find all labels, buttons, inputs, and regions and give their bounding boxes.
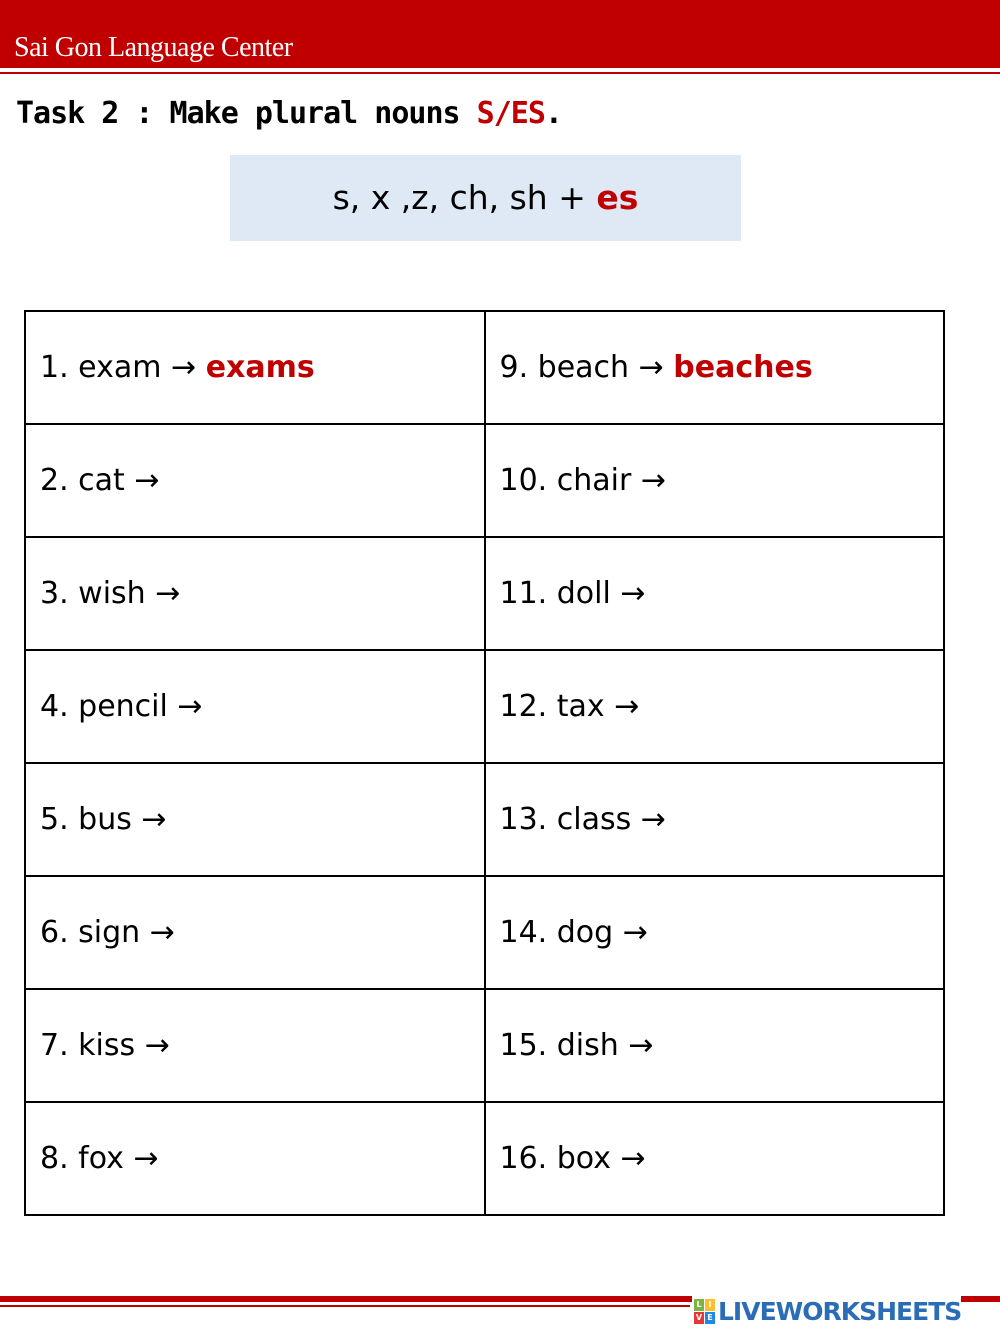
table-row [25, 424, 944, 537]
arrow-icon: → [155, 576, 181, 611]
table-row [25, 876, 944, 989]
arrow-icon: → [614, 689, 640, 724]
noun-word: 5. bus [40, 802, 132, 837]
arrow-icon: → [620, 576, 646, 611]
liveworksheets-logo-icon [694, 1299, 715, 1324]
arrow-icon: → [628, 1028, 654, 1063]
liveworksheets-logo [692, 1296, 961, 1326]
logo-letter: V [695, 1312, 703, 1322]
noun-word: 15. dish [499, 1028, 619, 1063]
word-cell[interactable] [25, 650, 485, 763]
table-row [25, 989, 944, 1102]
noun-word: 13. class [499, 802, 632, 837]
task-title-suffix: . [544, 96, 562, 131]
header-rule [0, 72, 1000, 74]
table-row [25, 537, 944, 650]
word-cell[interactable] [25, 876, 485, 989]
word-cell[interactable] [25, 537, 485, 650]
arrow-icon: → [638, 350, 664, 385]
arrow-icon: → [177, 689, 203, 724]
noun-word: 16. box [499, 1141, 611, 1176]
header-title: Sai Gon Language Center [14, 32, 293, 63]
noun-word: 8. fox [40, 1141, 124, 1176]
logo-letter: L [694, 1299, 704, 1311]
word-cell[interactable] [485, 311, 945, 424]
arrow-icon: → [620, 1141, 646, 1176]
word-cell[interactable] [25, 424, 485, 537]
arrow-icon: → [171, 350, 197, 385]
logo-letter: E [705, 1312, 715, 1324]
arrow-icon: → [149, 915, 175, 950]
word-cell[interactable] [485, 763, 945, 876]
noun-word: 3. wish [40, 576, 146, 611]
plural-answer[interactable]: exams [205, 350, 315, 385]
word-cell[interactable] [485, 424, 945, 537]
table-row [25, 763, 944, 876]
word-cell[interactable] [25, 989, 485, 1102]
arrow-icon: → [640, 463, 666, 498]
noun-word: 1. exam [40, 350, 162, 385]
noun-word: 11. doll [499, 576, 611, 611]
word-cell[interactable] [485, 537, 945, 650]
noun-word: 2. cat [40, 463, 125, 498]
noun-word: 9. beach [499, 350, 630, 385]
word-cell[interactable] [25, 763, 485, 876]
arrow-icon: → [144, 1028, 170, 1063]
table-row [25, 650, 944, 763]
task-title-prefix: Task 2 : Make plural nouns [16, 96, 477, 131]
logo-letter: I [705, 1299, 715, 1311]
footer-rule-thin [0, 1305, 690, 1307]
arrow-icon: → [133, 1141, 159, 1176]
rule-text: s, x ,z, ch, sh + [332, 178, 597, 217]
noun-word: 14. dog [499, 915, 614, 950]
word-cell[interactable] [25, 1102, 485, 1215]
word-cell[interactable] [485, 876, 945, 989]
arrow-icon: → [622, 915, 648, 950]
header-bar [0, 0, 1000, 68]
noun-word: 6. sign [40, 915, 141, 950]
arrow-icon: → [141, 802, 167, 837]
table-row [25, 1102, 944, 1215]
arrow-icon: → [134, 463, 160, 498]
rule-accent: es [596, 178, 639, 217]
word-cell[interactable] [485, 1102, 945, 1215]
task-title-accent: S/ES [476, 96, 545, 131]
noun-word: 4. pencil [40, 689, 168, 724]
plural-answer[interactable]: beaches [673, 350, 813, 385]
logo-text: LIVEWORKSHEETS [718, 1296, 962, 1326]
word-table [24, 310, 945, 1216]
noun-word: 10. chair [499, 463, 632, 498]
arrow-icon: → [640, 802, 666, 837]
noun-word: 7. kiss [40, 1028, 136, 1063]
table-row [25, 311, 944, 424]
spelling-rule-box [230, 155, 741, 241]
task-title [16, 96, 562, 131]
word-cell[interactable] [485, 650, 945, 763]
word-cell[interactable] [485, 989, 945, 1102]
noun-word: 12. tax [499, 689, 605, 724]
word-cell[interactable] [25, 311, 485, 424]
